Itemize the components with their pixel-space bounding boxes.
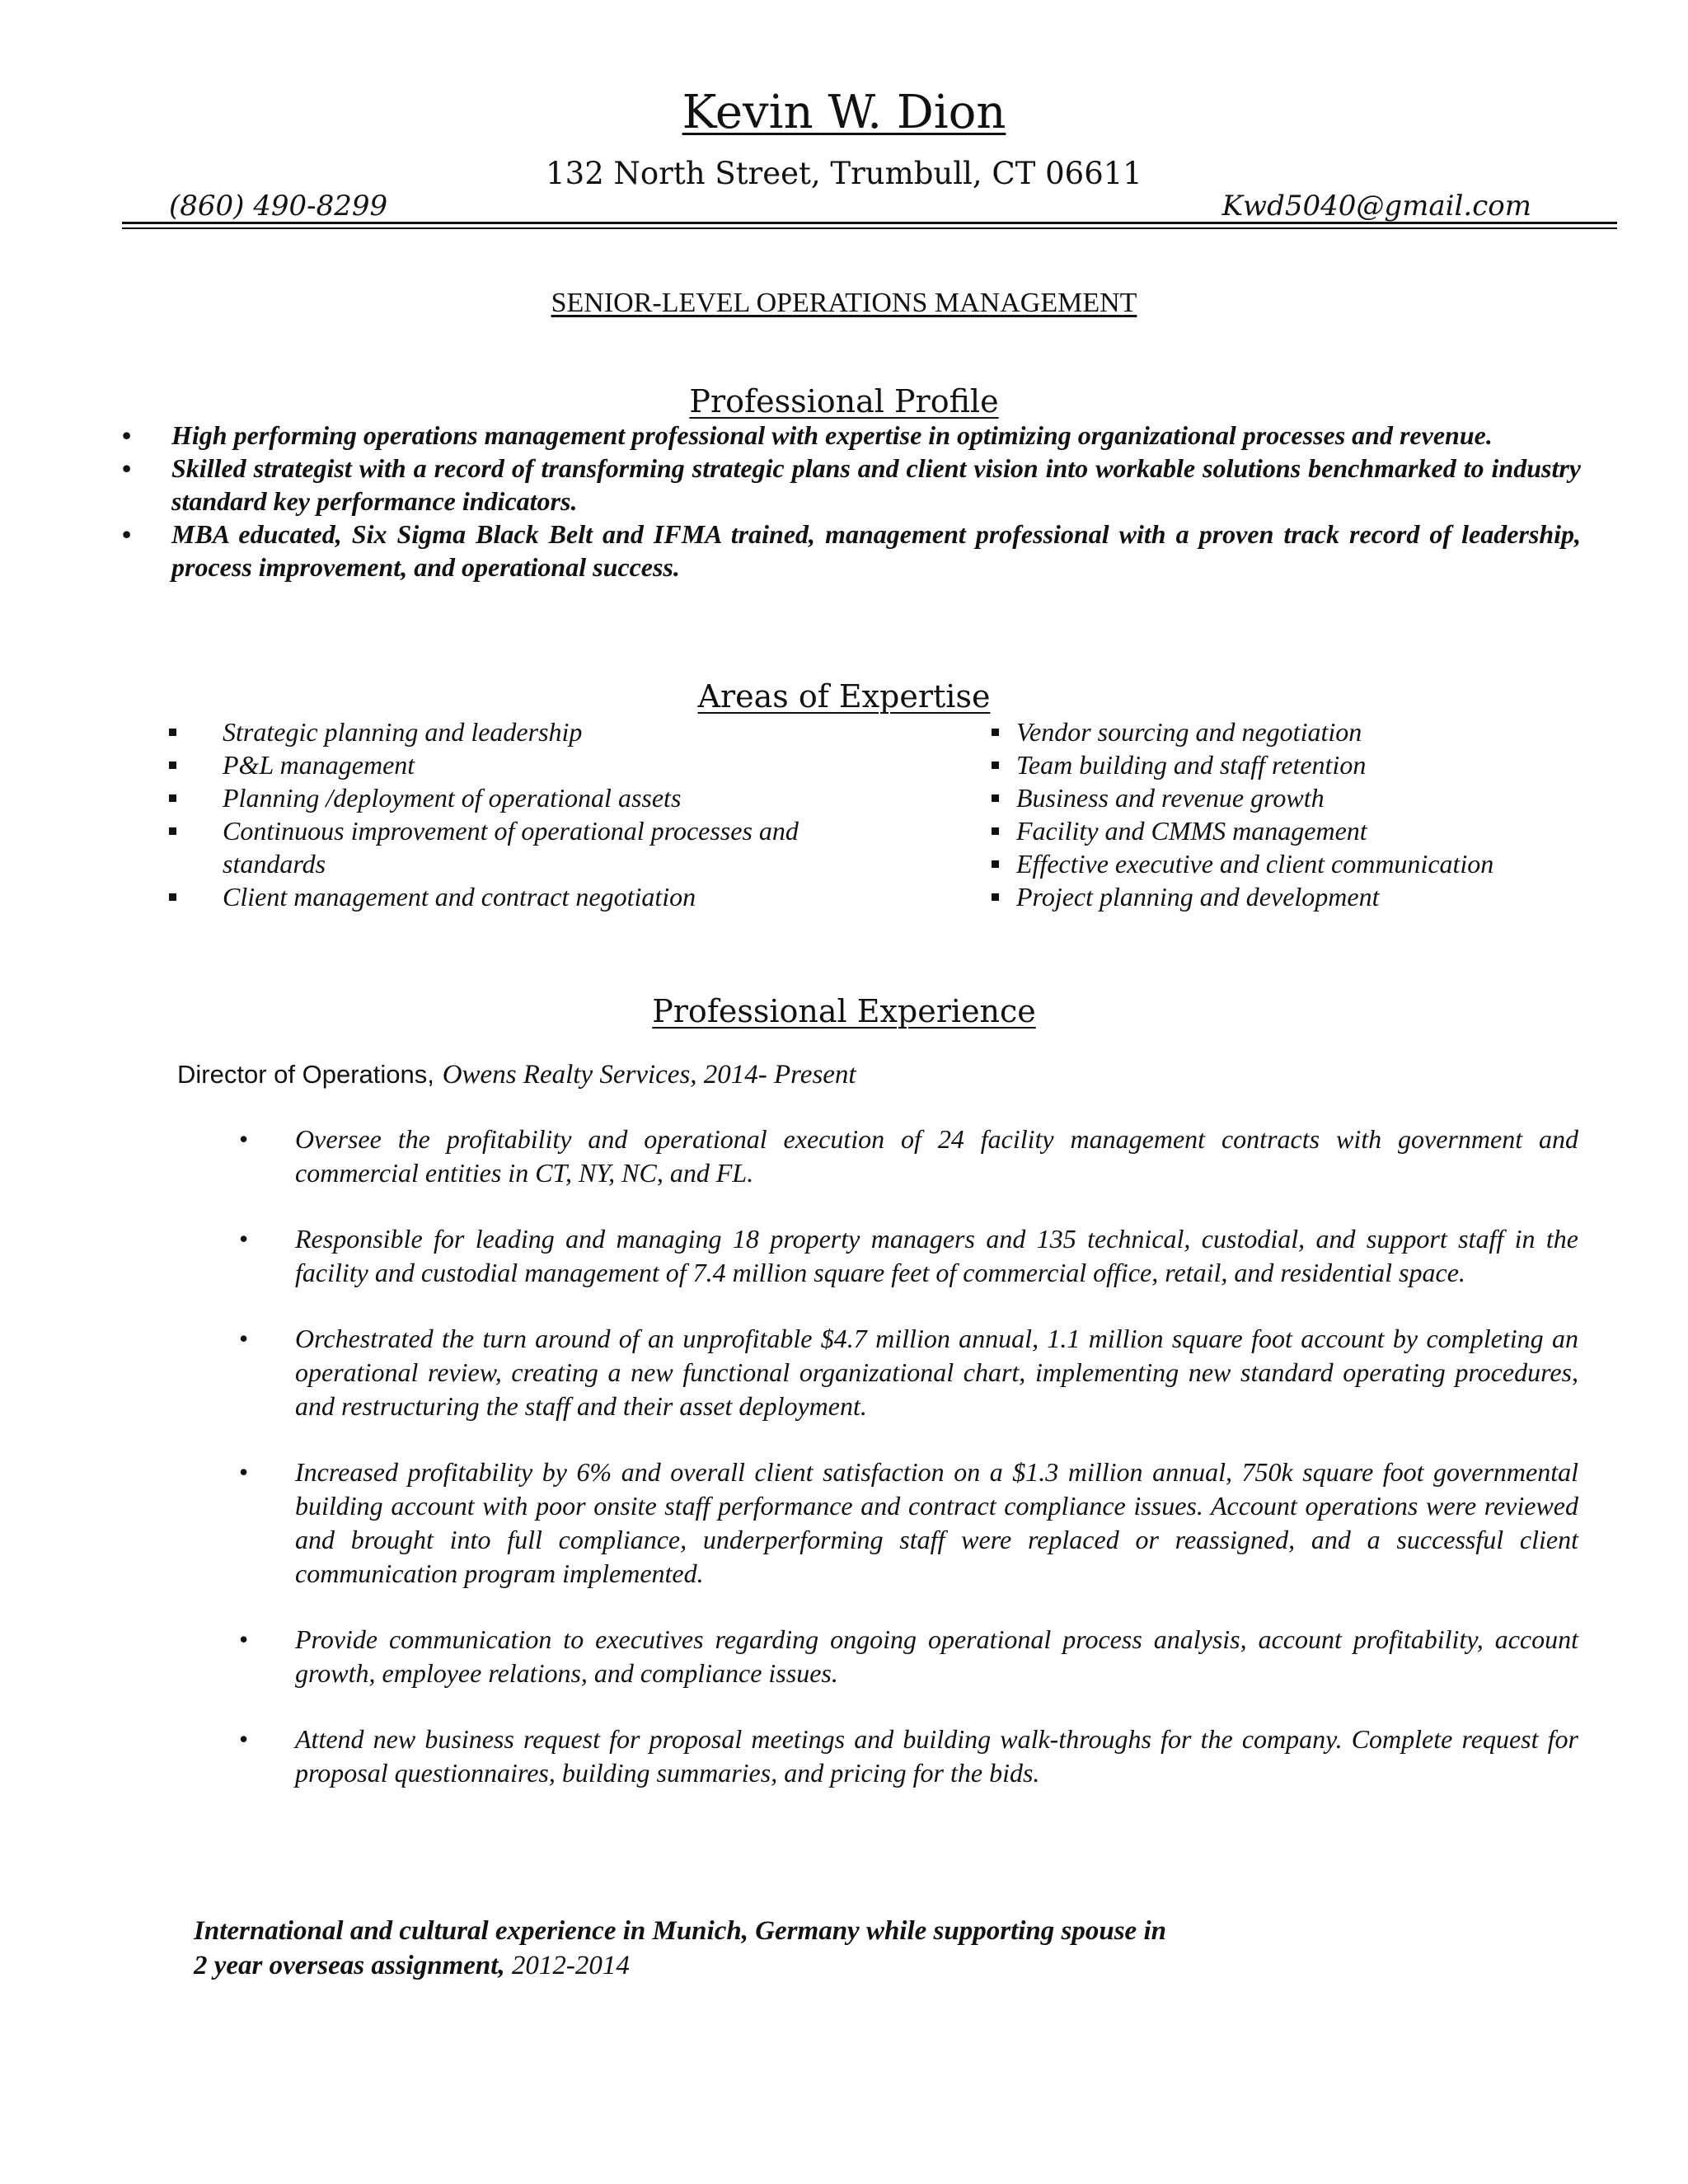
bullet-icon: • — [122, 420, 132, 450]
expertise-item: Continuous improvement of operational processes and standards — [169, 814, 828, 880]
header-rule-thick — [122, 222, 1617, 224]
square-bullet-icon — [992, 860, 999, 868]
profile-item: • MBA educated, Six Sigma Black Belt and IFMA trained, management professional with a proven track record of leadership, process improvement, and operational success. — [122, 519, 1581, 582]
career-headline: SENIOR-LEVEL OPERATIONS MANAGEMENT — [551, 288, 1137, 318]
bullet-icon: • — [239, 1624, 249, 1654]
bullet-icon: • — [122, 519, 132, 549]
phone-number: (860) 490-8299 — [169, 190, 388, 223]
email-address: Kwd5040@gmail.com — [1221, 190, 1531, 223]
expertise-item: Business and revenue growth — [992, 781, 1618, 814]
duty-item: • Responsible for leading and managing 18 property managers and 135 technical, custodial, and support staff in the facility and custodial management of 7.4 million square feet of commercial office, retail, and residential space. — [239, 1224, 1578, 1287]
expertise-list-right — [992, 715, 1618, 913]
duty-item: • Increased profitability by 6% and overall client satisfaction on a $1.3 million annual, 750k square foot governmental building account with poor onsite staff performance and contract compliance issues. Account operations were reviewed and brought into full compliance, underperforming staff were replaced or reassigned, and a successful client communication program implemented. — [239, 1457, 1578, 1588]
section-title-profile: Professional Profile — [689, 383, 999, 419]
bullet-icon: • — [239, 1457, 249, 1487]
job-title: Director of Operations, — [177, 1060, 434, 1089]
square-bullet-icon — [992, 893, 999, 901]
international-experience — [194, 1914, 1348, 1983]
address: 132 North Street, Trumbull, CT 06611 — [546, 156, 1142, 191]
expertise-item: Client management and contract negotiation — [169, 880, 828, 913]
profile-item: • High performing operations management professional with expertise in optimizing organizational processes and revenue. — [122, 420, 1493, 450]
expertise-item: Planning /deployment of operational assets — [169, 781, 828, 814]
square-bullet-icon — [992, 827, 999, 835]
expertise-item: P&L management — [169, 748, 828, 781]
duties-list — [239, 1122, 1578, 1822]
international-line-2: 2 year overseas assignment, 2012-2014 — [194, 1951, 630, 1980]
duty-item: • Provide communication to executives regarding ongoing operational process analysis, account profitability, account growth, employee relations, and compliance issues. — [239, 1624, 1578, 1688]
profile-item: • Skilled strategist with a record of transforming strategic plans and client vision into workable solutions benchmarked to industry standard key performance indicators. — [122, 453, 1581, 516]
section-title-experience: Professional Experience — [652, 993, 1036, 1029]
section-title-expertise: Areas of Expertise — [697, 678, 991, 715]
expertise-list-left — [169, 715, 828, 913]
expertise-item: Strategic planning and leadership — [169, 715, 828, 748]
square-bullet-icon — [169, 893, 176, 901]
international-line-1: International and cultural experience in Munich, Germany while supporting spouse in — [194, 1916, 1166, 1946]
square-bullet-icon — [169, 827, 176, 835]
profile-list — [122, 419, 1581, 583]
bullet-icon: • — [122, 453, 132, 483]
header-rule-thin — [122, 227, 1617, 229]
expertise-item: Effective executive and client communication — [992, 847, 1618, 880]
square-bullet-icon — [992, 762, 999, 769]
square-bullet-icon — [992, 794, 999, 802]
candidate-name: Kevin W. Dion — [682, 86, 1006, 139]
bullet-icon: • — [239, 1124, 249, 1154]
square-bullet-icon — [992, 729, 999, 736]
bullet-icon: • — [239, 1324, 249, 1353]
square-bullet-icon — [169, 762, 176, 769]
expertise-item: Vendor sourcing and negotiation — [992, 715, 1618, 748]
square-bullet-icon — [169, 794, 176, 802]
bullet-icon: • — [239, 1224, 249, 1254]
duty-item: • Oversee the profitability and operational execution of 24 facility management contracts with government and commercial entities in CT, NY, NC, and FL. — [239, 1124, 1578, 1188]
job-heading — [177, 1057, 856, 1093]
expertise-item: Team building and staff retention — [992, 748, 1618, 781]
bullet-icon: • — [239, 1724, 249, 1754]
expertise-item: Facility and CMMS management — [992, 814, 1618, 847]
expertise-item: Project planning and development — [992, 880, 1618, 913]
duty-item: • Attend new business request for proposal meetings and building walk-throughs for the company. Complete request for proposal questionnaires, building summaries, and pricing for the bids. — [239, 1724, 1578, 1788]
job-organization: Owens Realty Services, 2014- Present — [442, 1060, 856, 1090]
square-bullet-icon — [169, 729, 176, 736]
duty-item: • Orchestrated the turn around of an unprofitable $4.7 million annual, 1.1 million square foot account by completing an operational review, creating a new functional organizational chart, implementing new standard operating procedures, and restructuring the staff and their asset deployment. — [239, 1324, 1578, 1421]
